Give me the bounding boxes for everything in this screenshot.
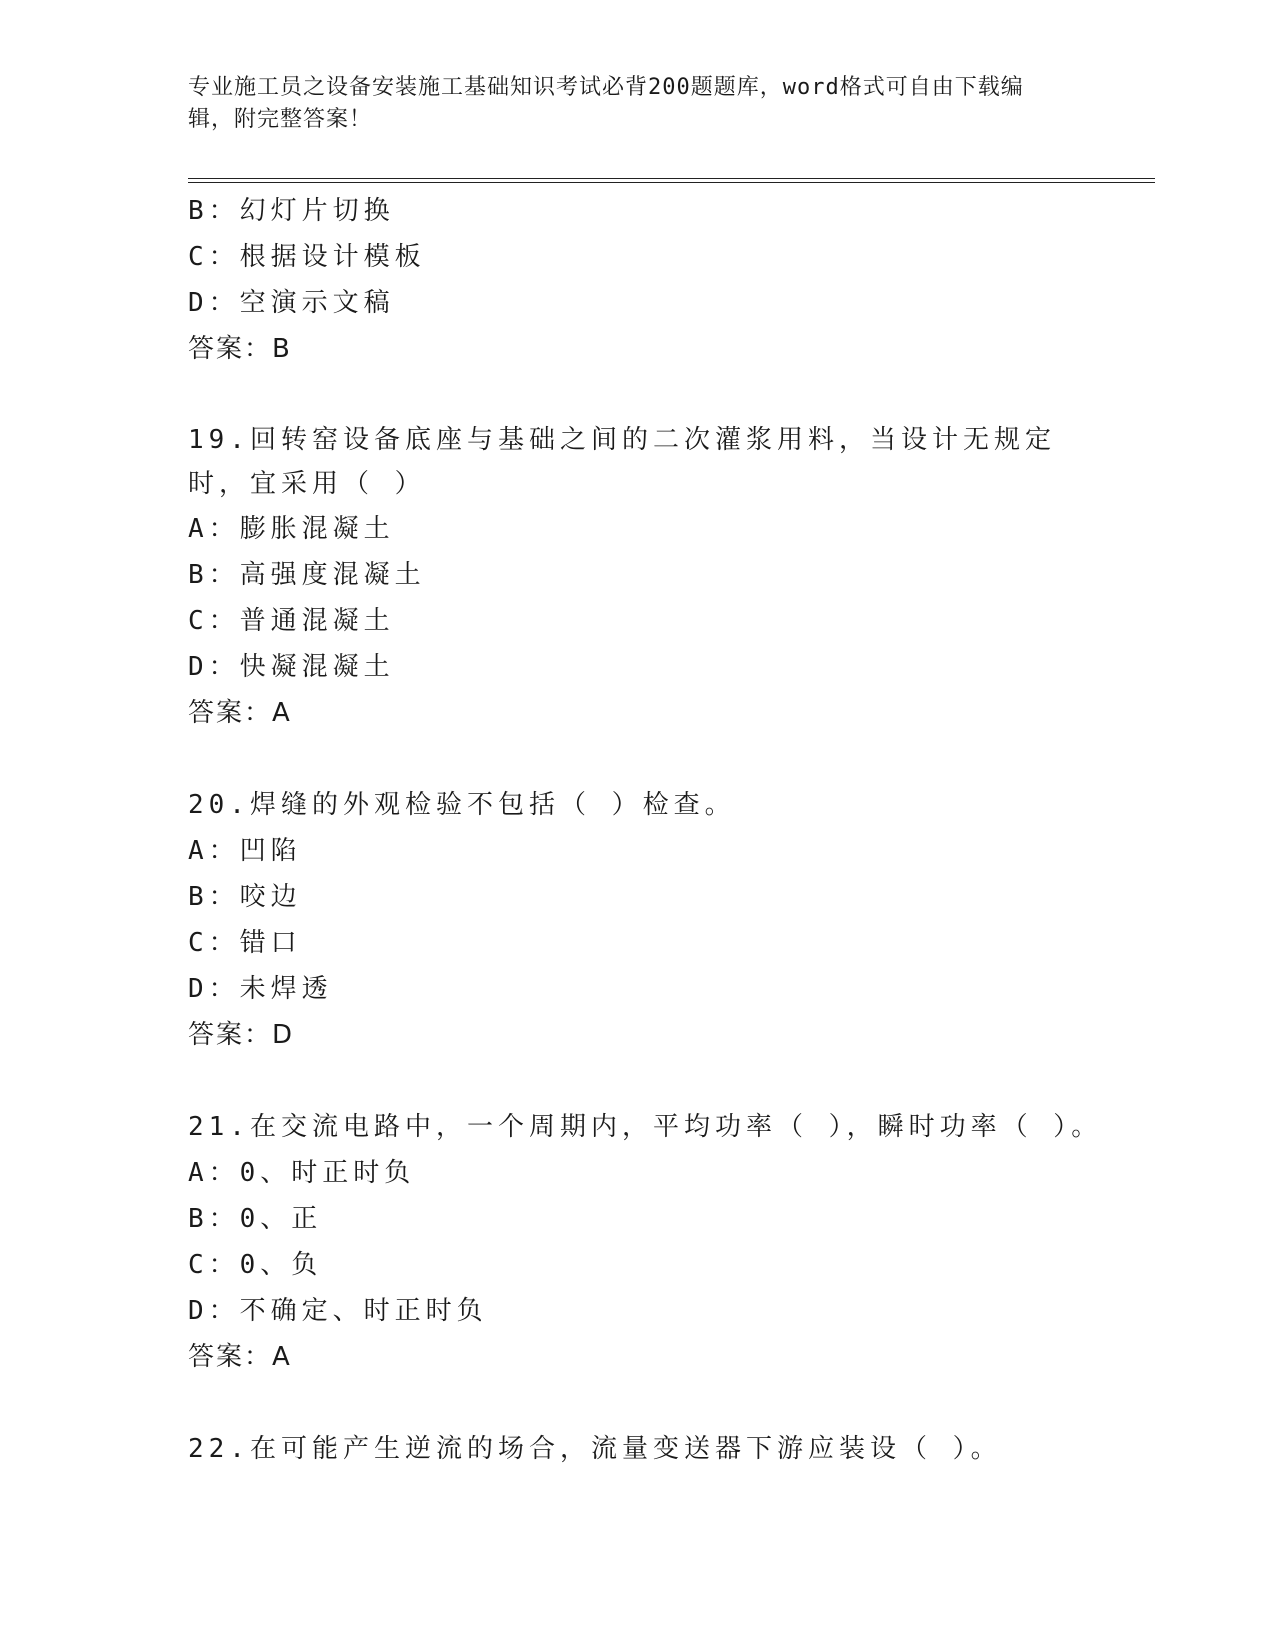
question-19 [188,418,1088,736]
option-c: C：普通混凝土 [188,606,395,636]
question-22 [188,1426,1088,1472]
header-divider [188,178,1155,183]
spacer [188,1058,1088,1104]
spacer [188,372,1088,418]
option-d: D：未焊透 [188,974,333,1004]
question-stem: 22.在可能产生逆流的场合，流量变送器下游应装设（ ）。 [188,1434,1002,1464]
answer: 答案：A [188,698,292,728]
option-b: B：0、正 [188,1204,323,1234]
option-a: A：凹陷 [188,836,302,866]
question-stem: 19.回转窑设备底座与基础之间的二次灌浆用料，当设计无规定时，宜采用（ ） [188,425,1056,499]
spacer [188,1380,1088,1426]
question-18 [188,188,1088,372]
option-d: D：不确定、时正时负 [188,1296,488,1326]
option-b: B：幻灯片切换 [188,196,395,226]
question-20 [188,782,1088,1058]
answer: 答案：D [188,1020,295,1050]
option-c: C：根据设计模板 [188,242,426,272]
option-d: D：空演示文稿 [188,288,395,318]
question-21 [188,1104,1103,1380]
option-c: C：0、负 [188,1250,323,1280]
answer: 答案：A [188,1342,292,1372]
option-b: B：高强度混凝土 [188,560,426,590]
spacer [188,736,1088,782]
answer: 答案：B [188,334,292,364]
option-a: A：膨胀混凝土 [188,514,395,544]
option-b: B：咬边 [188,882,302,912]
option-a: A：0、时正时负 [188,1158,416,1188]
question-stem: 21.在交流电路中，一个周期内，平均功率（ ），瞬时功率（ ）。 [188,1112,1103,1142]
document-header: 专业施工员之设备安装施工基础知识考试必背200题题库，word格式可自由下载编辑，附完整答案！ [188,75,1024,132]
question-stem: 20.焊缝的外观检验不包括（ ）检查。 [188,790,736,820]
question-list [188,188,1103,1472]
option-d: D：快凝混凝土 [188,652,395,682]
option-c: C：错口 [188,928,302,958]
